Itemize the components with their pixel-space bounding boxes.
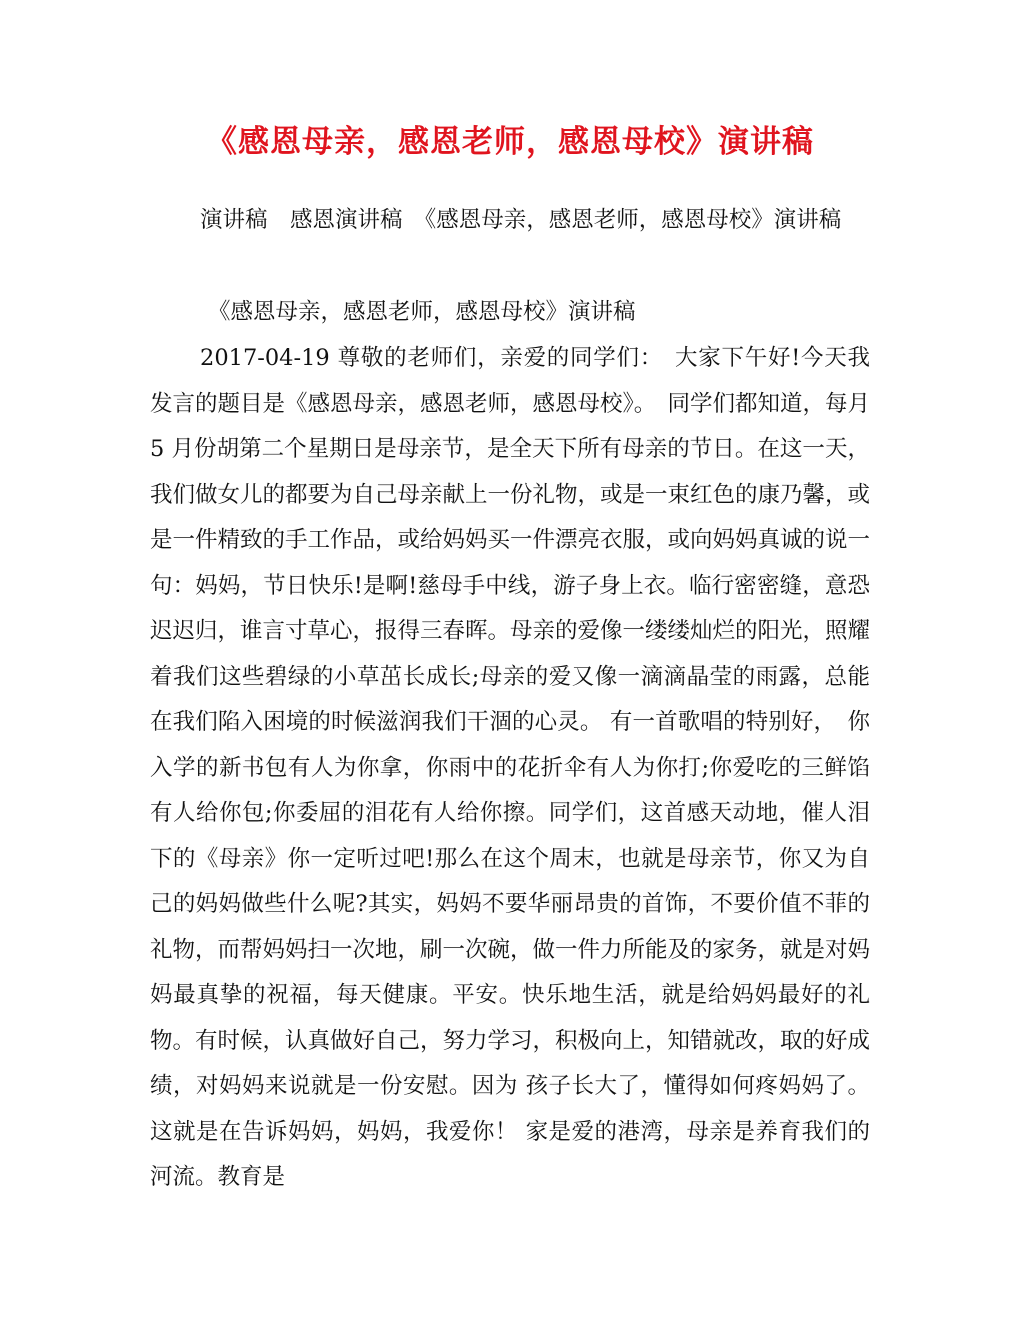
speech-body: 2017-04-19 尊敬的老师们，亲爱的同学们： 大家下午好!今天我发言的题目是《感恩母亲，感恩老师，感恩母校》。 同学们都知道，每月5 月份胡第二个星期日是母亲节，是全天下所有母亲的节日。在这一天，我们做女儿的都要为自己母亲献上一份礼物，或是一束红色的康乃馨，或是一件精致的手工作品，或给妈妈买一件漂亮衣服，或向妈妈真诚的说一句：妈妈，节日快乐!是啊!慈母手中线，游子身上衣。临行密密缝，意恐迟迟归，谁言寸草心，报得三春晖。母亲的爱像一缕缕灿烂的阳光，照耀着我们这些碧绿的小草茁长成长;母亲的爱又像一滴滴晶莹的雨露，总能在我们陷入困境的时候滋润我们干涸的心灵。 有一首歌唱的特别好， 你入学的新书包有人为你拿，你雨中的花折伞有人为你打;你爱吃的三鲜馅有人给你包;你委屈的泪花有人给你擦。同学们，这首感天动地，催人泪下的《母亲》你一定听过吧!那么在这个周末，也就是母亲节，你又为自己的妈妈做些什么呢?其实，妈妈不要华丽昂贵的首饰，不要价值不菲的礼物，而帮妈妈扫一次地，刷一次碗，做一件力所能及的家务，就是对妈妈最真挚的祝福，每天健康。平安。快乐地生活，就是给妈妈最好的礼物。有时候，认真做好自己，努力学习，积极向上，知错就改，取的好成绩，对妈妈来说就是一份安慰。因为 孩子长大了，懂得如何疼妈妈了。这就是在告诉妈妈，妈妈，我爱你！ 家是爱的港湾，母亲是养育我们的河流。教育是 [150, 345, 871, 1190]
speech-subtitle: 《感恩母亲，感恩老师，感恩母校》演讲稿 [208, 299, 636, 325]
tags-line: 演讲稿 感恩演讲稿 《感恩母亲，感恩老师，感恩母校》演讲稿 [200, 207, 842, 233]
document-title: 《感恩母亲，感恩老师，感恩母校》演讲稿 [206, 124, 814, 160]
